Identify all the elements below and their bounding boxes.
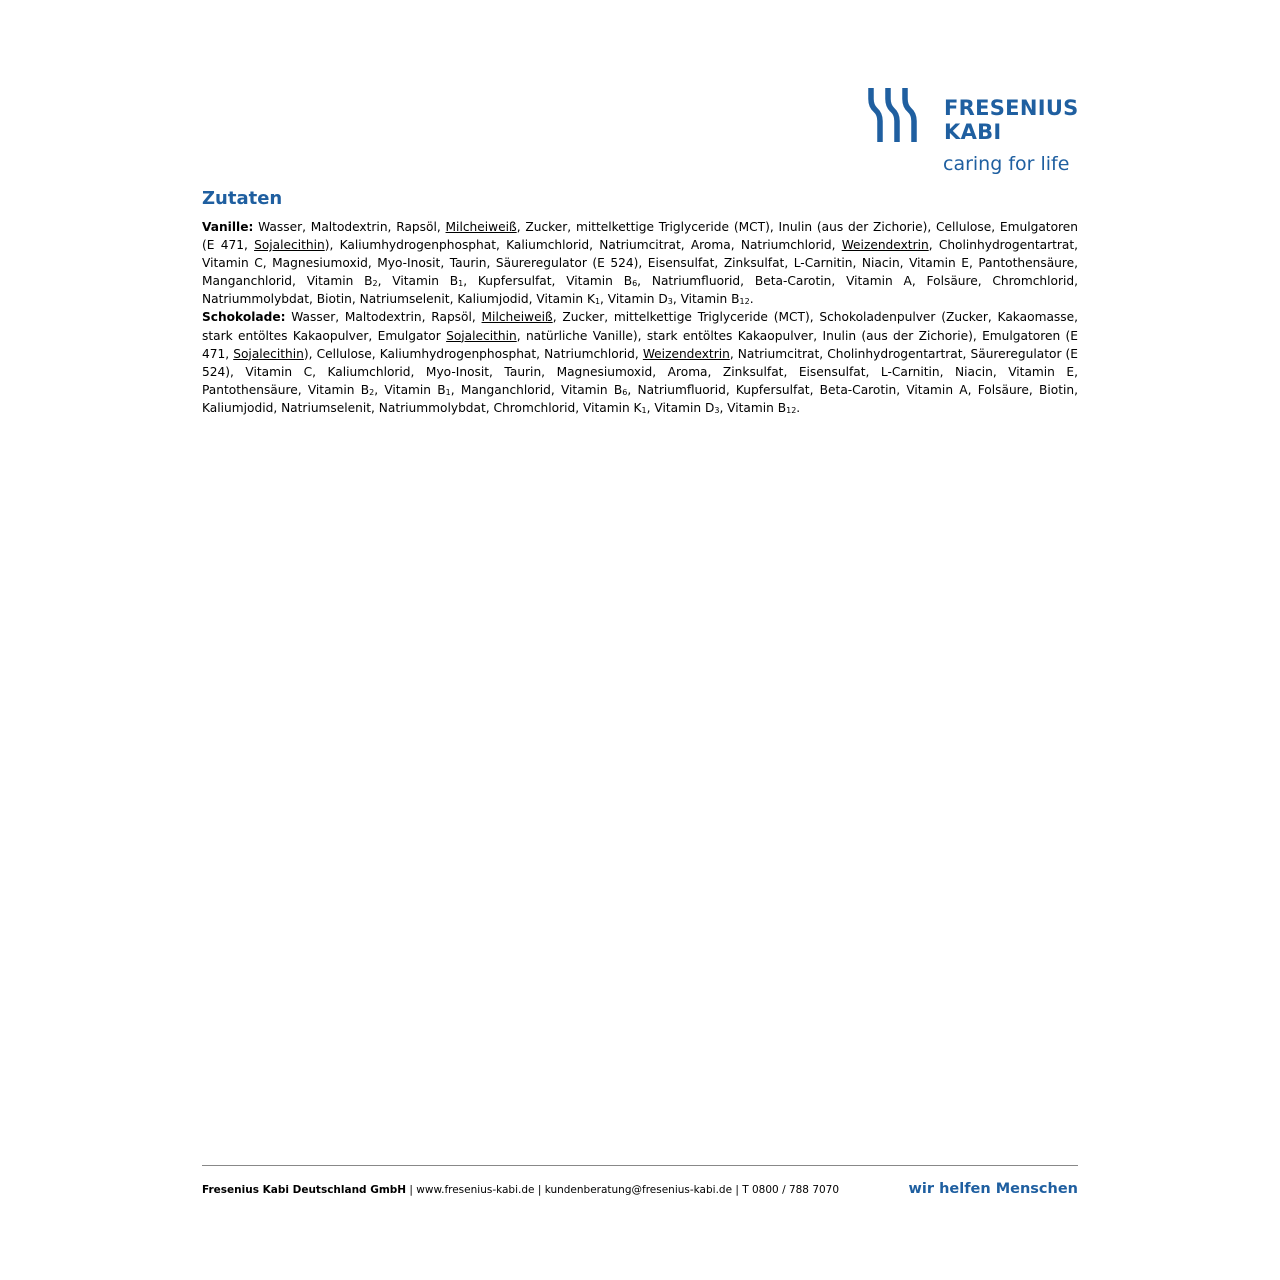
vitamin-subscript: 2	[372, 279, 378, 289]
ingredient-text: , Natriumfluorid, Kupfersulfat, Beta-Carotin, Vitamin A, Folsäure, Biotin, Kaliumjodid, Natriumselenit, Natriummolybdat, Chromchlorid, Vitamin K	[202, 382, 1078, 415]
allergen-ingredient: Milcheiweiß	[481, 310, 553, 325]
ingredient-text: , Vitamin B	[672, 292, 740, 307]
ingredient-text: , Cholinhydrogentartrat, Vitamin C, Magnesiumoxid, Myo-Inosit, Taurin, Säureregulator (E 524), Eisensulfat, Zinksulfat, L-Carnitin, Niacin, Vitamin E, Pantothensäure, Manganchlorid, Vitamin B	[202, 238, 1079, 289]
allergen-ingredient: Weizendextrin	[642, 346, 730, 361]
vitamin-subscript: 1	[445, 387, 451, 397]
ingredient-text: ), Kaliumhydrogenphosphat, Kaliumchlorid, Natriumcitrat, Aroma, Natriumchlorid,	[324, 238, 842, 253]
ingredient-text: Wasser, Maltodextrin, Rapsöl,	[285, 310, 482, 325]
allergen-ingredient: Sojalecithin	[254, 238, 325, 253]
ingredient-text: , Natriumfluorid, Beta-Carotin, Vitamin A, Folsäure, Chromchlorid, Natriummolybdat, Biotin, Natriumselenit, Kaliumjodid, Vitamin K	[202, 274, 1078, 307]
ingredient-text: , Zucker, mittelkettige Triglyceride (MCT), Schokoladenpulver (Zucker, Kakaomasse, stark entöltes Kakaopulver, Emulgator	[202, 310, 1078, 343]
allergen-ingredient: Milcheiweiß	[445, 220, 517, 234]
vitamin-subscript: 1	[594, 297, 601, 307]
ingredient-text: , Vitamin D	[600, 292, 668, 307]
footer-divider	[202, 1165, 1078, 1166]
ingredient-text: , Zucker, mittelkettige Triglyceride (MCT), Inulin (aus der Zichorie), Cellulose, Emulgatoren (E 471,	[202, 220, 1079, 253]
vitamin-subscript: 1	[641, 405, 647, 415]
ingredient-section-label: Schokolade:	[202, 310, 286, 325]
vitamin-subscript: 1	[458, 279, 464, 289]
vitamin-subscript: 3	[667, 297, 673, 307]
logo-brand-line2: KABI	[944, 120, 1002, 144]
vitamin-subscript: 2	[369, 387, 375, 397]
footer	[202, 1180, 1078, 1200]
footer-contact-line	[202, 1183, 839, 1197]
ingredient-text: .	[749, 292, 754, 307]
ingredient-text: , Kupfersulfat, Vitamin B	[463, 274, 633, 289]
footer-slogan: wir helfen Menschen	[908, 1181, 1078, 1197]
logo-brand-line1: FRESENIUS	[944, 96, 1079, 120]
logo-tagline: caring for life	[943, 153, 1070, 175]
ingredient-text: , Vitamin B	[377, 274, 459, 289]
page-title: Zutaten	[202, 188, 283, 209]
footer-contact-details: | www.fresenius-kabi.de | kundenberatung@fresenius-kabi.de | T 0800 / 788 7070	[406, 1184, 840, 1196]
fresenius-kabi-logo-icon	[866, 86, 924, 144]
ingredient-text: ), Cellulose, Kaliumhydrogenphosphat, Natriumchlorid,	[303, 346, 643, 361]
ingredient-text: , Vitamin B	[719, 400, 787, 415]
ingredient-text: , Vitamin B	[374, 382, 446, 397]
allergen-ingredient: Sojalecithin	[233, 346, 304, 361]
ingredient-section	[202, 308, 1078, 417]
ingredient-section	[202, 218, 1078, 308]
vitamin-subscript: 12	[739, 297, 750, 307]
vitamin-subscript: 6	[622, 387, 628, 397]
ingredient-text: , Natriumcitrat, Cholinhydrogentartrat, Säureregulator (E 524), Vitamin C, Kaliumchlorid, Myo-Inosit, Taurin, Magnesiumoxid, Aroma, Zinksulfat, Eisensulfat, L-Carnitin, Niacin, Vitamin E, Pantothensäure, Vitamin B	[202, 346, 1079, 397]
ingredients-text	[202, 218, 1078, 417]
fresenius-kabi-logo	[866, 86, 1082, 182]
allergen-ingredient: Sojalecithin	[446, 328, 517, 343]
ingredient-text: .	[796, 400, 801, 415]
ingredient-text: Wasser, Maltodextrin, Rapsöl,	[253, 220, 446, 234]
vitamin-subscript: 3	[714, 405, 720, 415]
allergen-ingredient: Weizendextrin	[841, 238, 929, 253]
ingredient-section-label: Vanille:	[202, 220, 254, 234]
logo-wordmark	[944, 96, 1079, 144]
ingredient-text: , natürliche Vanille), stark entöltes Kakaopulver, Inulin (aus der Zichorie), Emulgatoren (E 471,	[202, 328, 1078, 361]
vitamin-subscript: 6	[632, 279, 638, 289]
ingredient-text: , Manganchlorid, Vitamin B	[450, 382, 623, 397]
ingredient-text: , Vitamin D	[646, 400, 715, 415]
vitamin-subscript: 12	[786, 405, 797, 415]
footer-company-name: Fresenius Kabi Deutschland GmbH	[202, 1184, 407, 1196]
